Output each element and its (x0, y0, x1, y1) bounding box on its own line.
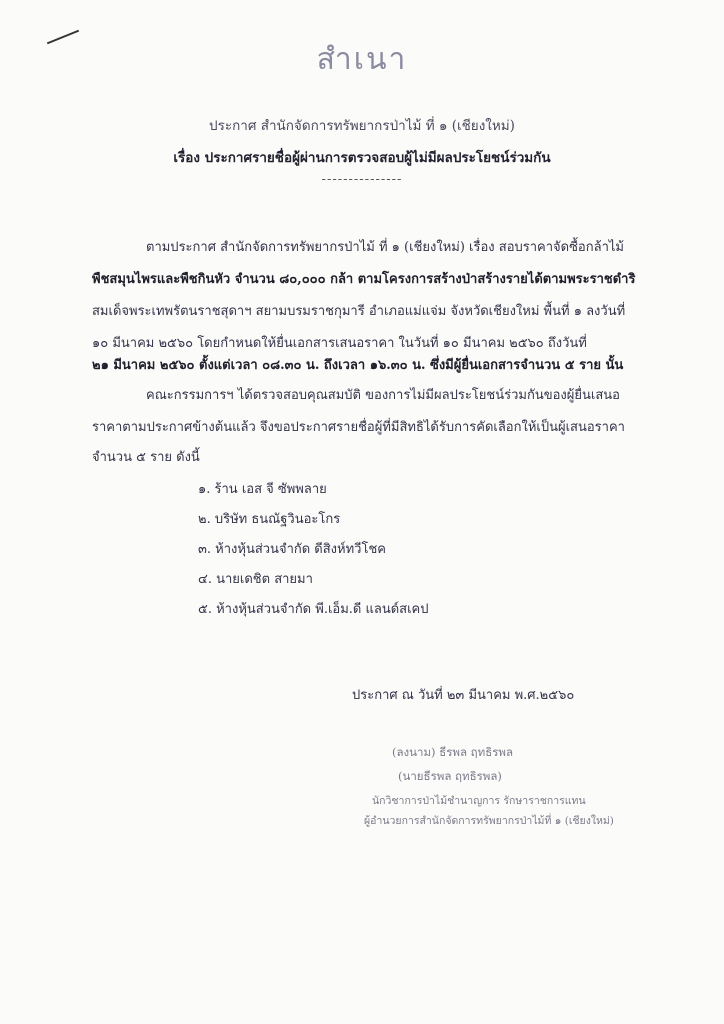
signature-position-1: นักวิชาการป่าไม้ชำนาญการ รักษาราชการแทน (372, 795, 586, 807)
copy-stamp: สำเนา (316, 42, 408, 77)
signature-position-2: ผู้อำนวยการสำนักจัดการทรัพยากรป่าไม้ที่ ๑ (เชียงใหม่) (364, 815, 614, 827)
divider: --------------- (321, 172, 403, 187)
announcement-issuer: ประกาศ สำนักจัดการทรัพยากรป่าไม้ ที่ ๑ (เชียงใหม่) (209, 118, 515, 134)
paragraph-1-line-4: ๑๐ มีนาคม ๒๕๖๐ โดยกำหนดให้ยื่นเอกสารเสนอราคา ในวันที่ ๑๐ มีนาคม ๒๕๖๐ ถึงวันที่ (92, 336, 587, 351)
list-item: ๔. นายเดชิต สายมา (198, 572, 313, 587)
paragraph-1-line-5: ๒๑ มีนาคม ๒๕๖๐ ตั้งแต่เวลา ๐๘.๓๐ น. ถึงเวลา ๑๖.๓๐ น. ซึ่งมีผู้ยื่นเอกสารจำนวน ๕ ราย นั้น (92, 358, 624, 373)
paragraph-1-line-1: ตามประกาศ สำนักจัดการทรัพยากรป่าไม้ ที่ ๑ (เชียงใหม่) เรื่อง สอบราคาจัดซื้อกล้าไม้ (146, 240, 624, 255)
list-item: ๑. ร้าน เอส จี ซัพพลาย (198, 482, 327, 497)
list-item: ๕. ห้างหุ้นส่วนจำกัด พี.เอ็ม.ดี แลนด์สเคป (198, 602, 429, 617)
signature-signed: (ลงนาม) ธีรพล ฤทธิรพล (392, 745, 514, 759)
paragraph-2-line-3: จำนวน ๕ ราย ดังนี้ (92, 450, 200, 465)
paragraph-1-line-3: สมเด็จพระเทพรัตนราชสุดาฯ สยามบรมราชกุมารี อำเภอแม่แจ่ม จังหวัดเชียงใหม่ พื้นที่ ๑ ลงวันที่ (92, 304, 626, 319)
signature-name: (นายธีรพล ฤทธิรพล) (398, 769, 502, 783)
announcement-date: ประกาศ ณ วันที่ ๒๓ มีนาคม พ.ศ.๒๕๖๐ (352, 688, 575, 703)
announcement-subject: เรื่อง ประกาศรายชื่อผู้ผ่านการตรวจสอบผู้ไม่มีผลประโยชน์ร่วมกัน (173, 150, 551, 166)
paragraph-2-line-1: คณะกรรมการฯ ได้ตรวจสอบคุณสมบัติ ของการไม่มีผลประโยชน์ร่วมกันของผู้ยื่นเสนอ (146, 388, 620, 403)
list-item: ๒. บริษัท ธนณัฐวินอะโกร (198, 512, 341, 527)
paragraph-1-line-2: พืชสมุนไพรและพืชกินหัว จำนวน ๘๐,๐๐๐ กล้า ตามโครงการสร้างป่าสร้างรายได้ตามพระราชดำริ (92, 272, 636, 287)
paragraph-2-line-2: ราคาตามประกาศข้างต้นแล้ว จึงขอประกาศรายชื่อผู้ที่มีสิทธิได้รับการคัดเลือกให้เป็นผู้เสนอราคา (92, 420, 625, 435)
list-item: ๓. ห้างหุ้นส่วนจำกัด ดีสิงห์ทวีโชค (198, 542, 386, 557)
